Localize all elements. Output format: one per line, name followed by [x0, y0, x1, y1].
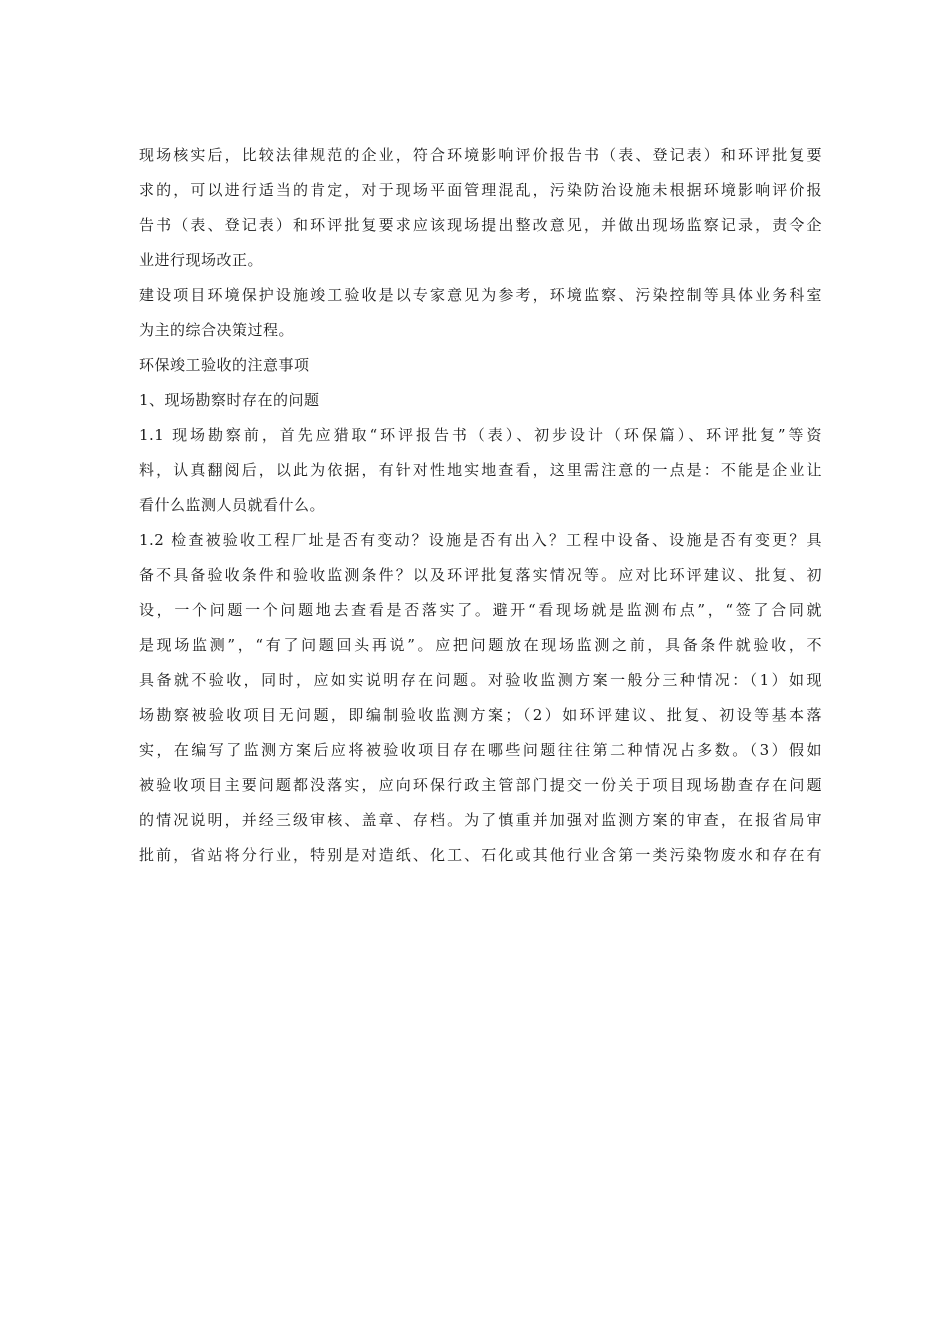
- text-line: 求的，可以进行适当的肯定，对于现场平面管理混乱，污染防治设施未根据环境影响评价报: [139, 181, 822, 199]
- text-line: 实，在编写了监测方案后应将被验收项目存在哪些问题往往第二种情况占多数。（3）假如: [139, 741, 822, 759]
- text-line: 被验收项目主要问题都没落实，应向环保行政主管部门提交一份关于项目现场勘查存在问题: [139, 776, 822, 794]
- text-line: 1.1 现场勘察前，首先应猎取“环评报告书（表）、初步设计（环保篇）、环评批复”等资: [139, 426, 822, 444]
- text-line: 业进行现场改正。: [139, 251, 264, 269]
- text-line: 备不具备验收条件和验收监测条件？以及环评批复落实情况等。应对比环评建议、批复、初: [139, 566, 822, 584]
- text-line: 的情况说明，并经三级审核、盖章、存档。为了慎重并加强对监测方案的审查，在报省局审: [139, 811, 822, 829]
- text-line: 设，一个问题一个问题地去查看是否落实了。避开“看现场就是监测布点”，“签了合同就: [139, 601, 822, 619]
- text-line: 场勘察被验收项目无问题，即编制验收监测方案；（2）如环评建议、批复、初设等基本落: [139, 706, 822, 724]
- text-line: 建设项目环境保护设施竣工验收是以专家意见为参考，环境监察、污染控制等具体业务科室: [139, 286, 822, 304]
- subsection-heading: 1、现场勘察时存在的问题: [139, 391, 320, 409]
- text-line: 看什么监测人员就看什么。: [139, 496, 326, 514]
- text-line: 告书（表、登记表）和环评批复要求应该现场提出整改意见，并做出现场监察记录，责令企: [139, 216, 822, 234]
- text-line: 具备就不验收，同时，应如实说明存在问题。对验收监测方案一般分三种情况：（1）如现: [139, 671, 822, 689]
- text-line: 1.2 检查被验收工程厂址是否有变动？设施是否有出入？工程中设备、设施是否有变更？具: [139, 531, 822, 549]
- text-line: 批前，省站将分行业，特别是对造纸、化工、石化或其他行业含第一类污染物废水和存在有: [139, 846, 822, 864]
- document-body: [139, 138, 822, 873]
- text-line: 料，认真翻阅后，以此为依据，有针对性地实地查看，这里需注意的一点是：不能是企业让: [139, 461, 822, 479]
- text-line: 现场核实后，比较法律规范的企业，符合环境影响评价报告书（表、登记表）和环评批复要: [139, 146, 822, 164]
- text-line: 是现场监测”，“有了问题回头再说”。应把问题放在现场监测之前，具备条件就验收，不: [139, 636, 822, 654]
- text-line: 为主的综合决策过程。: [139, 321, 295, 339]
- section-heading: 环保竣工验收的注意事项: [139, 356, 310, 374]
